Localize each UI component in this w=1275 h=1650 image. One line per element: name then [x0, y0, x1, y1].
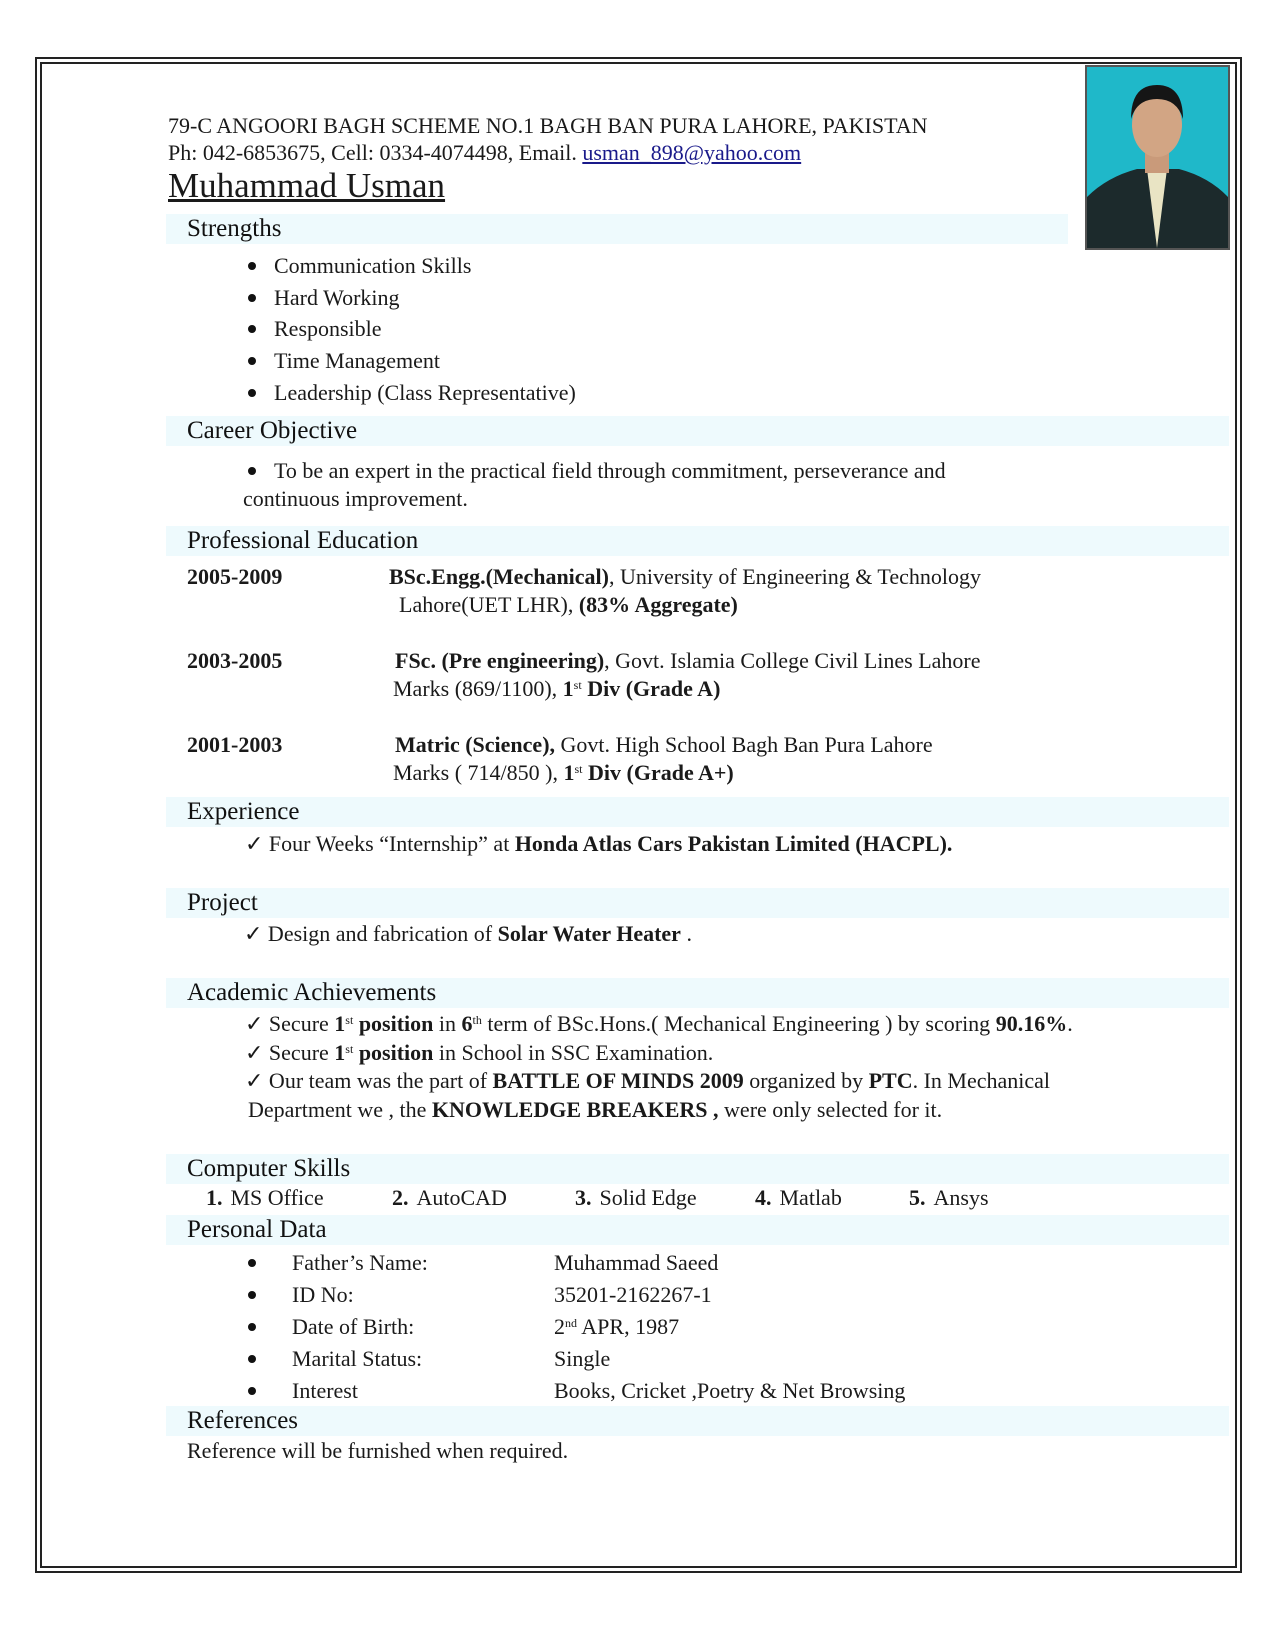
- bold-text: PTC: [868, 1068, 913, 1093]
- bold-text: Solar Water Heater: [497, 921, 681, 946]
- strength-item: Responsible: [274, 316, 382, 342]
- education-details: [393, 675, 720, 703]
- text-segment: Muhammad Saeed: [554, 1250, 719, 1275]
- text-segment: were only selected for it.: [718, 1097, 943, 1122]
- text-segment: ✓ Our team was the part of: [245, 1068, 493, 1093]
- text-segment: st: [345, 1042, 354, 1056]
- references-text: Reference will be furnished when required.: [187, 1438, 569, 1463]
- skill-number: 3.: [575, 1185, 592, 1210]
- section-header-education: Professional Education: [166, 526, 1229, 556]
- personal-label: ID No:: [292, 1282, 354, 1307]
- bold-text: position: [353, 1011, 434, 1036]
- bullet-icon: [248, 389, 256, 397]
- bold-text: 1: [562, 676, 574, 701]
- text-segment: Marks (869/1100),: [393, 676, 563, 701]
- bold-text: BSc.Engg.(Mechanical): [389, 564, 609, 589]
- personal-label: Father’s Name:: [292, 1250, 428, 1275]
- education-details: [399, 591, 738, 619]
- text-segment: Books, Cricket ,Poetry & Net Browsing: [554, 1378, 906, 1403]
- text-segment: ✓ Secure: [245, 1011, 335, 1036]
- candidate-name: Muhammad Usman: [168, 166, 446, 205]
- text-segment: Lahore(UET LHR),: [399, 592, 579, 617]
- experience-item: [245, 830, 952, 858]
- achievement-item-continued: [248, 1096, 942, 1124]
- section-header-personal-data: Personal Data: [166, 1215, 1229, 1245]
- text-segment: Single: [554, 1346, 611, 1371]
- achievement-item: [245, 1067, 1050, 1095]
- section-header-academic-achievements: Academic Achievements: [166, 978, 1229, 1008]
- strength-item: Hard Working: [274, 284, 400, 310]
- text-segment: Marks ( 714/850 ),: [393, 760, 564, 785]
- education-years: 2003-2005: [187, 648, 283, 673]
- skill-number: 2.: [392, 1185, 409, 1210]
- education-degree: [395, 731, 933, 759]
- text-segment: .: [680, 921, 692, 946]
- bullet-icon: [248, 1323, 256, 1331]
- skill-label: Solid Edge: [599, 1185, 697, 1210]
- education-years: 2005-2009: [187, 564, 283, 589]
- text-segment: st: [573, 678, 582, 692]
- bullet-icon: [248, 1387, 256, 1395]
- skill-item: [909, 1184, 989, 1212]
- text-segment: th: [472, 1013, 482, 1027]
- personal-label: Interest: [292, 1378, 358, 1403]
- objective-line-1: To be an expert in the practical field through commitment, perseverance and: [274, 458, 946, 483]
- bold-text: (83% Aggregate): [578, 592, 738, 617]
- section-header-strengths: Strengths: [166, 214, 1068, 244]
- bold-text: KNOWLEDGE BREAKERS ,: [431, 1097, 719, 1122]
- text-segment: ✓ Secure: [245, 1040, 335, 1065]
- bullet-icon: [248, 294, 256, 302]
- portrait-image: [1087, 67, 1228, 248]
- address: 79-C ANGOORI BAGH SCHEME NO.1 BAGH BAN PURA LAHORE, PAKISTAN: [168, 113, 928, 138]
- text-segment: in: [433, 1011, 462, 1036]
- contact-line: [168, 139, 801, 167]
- education-details: [393, 759, 734, 787]
- text-segment: in School in SSC Examination.: [433, 1040, 714, 1065]
- bold-text: 1: [563, 760, 575, 785]
- section-header-experience: Experience: [166, 797, 1229, 827]
- bold-text: Matric (Science),: [395, 732, 556, 757]
- text-segment: APR, 1987: [577, 1314, 680, 1339]
- bold-text: 6: [461, 1011, 473, 1036]
- section-header-computer-skills: Computer Skills: [166, 1154, 1229, 1184]
- profile-photo: [1085, 65, 1230, 250]
- text-segment: , Govt. Islamia College Civil Lines Lahore: [604, 648, 981, 673]
- bold-text: Honda Atlas Cars Pakistan Limited (HACPL).: [514, 831, 953, 856]
- personal-value: [554, 1313, 679, 1341]
- bold-text: BATTLE OF MINDS 2009: [492, 1068, 744, 1093]
- section-header-references: References: [166, 1406, 1229, 1436]
- skill-label: AutoCAD: [416, 1185, 507, 1210]
- text-segment: 35201-2162267-1: [554, 1282, 712, 1307]
- text-segment: Govt. High School Bagh Ban Pura Lahore: [555, 732, 933, 757]
- text-segment: ✓ Four Weeks “Internship” at: [245, 831, 515, 856]
- achievement-item: [245, 1039, 713, 1067]
- bold-text: Div (Grade A+): [582, 760, 734, 785]
- bullet-icon: [248, 1355, 256, 1363]
- personal-label: Marital Status:: [292, 1346, 423, 1371]
- text-segment: term of BSc.Hons.( Mechanical Engineering ) by scoring: [481, 1011, 996, 1036]
- email-link[interactable]: usman_898@yahoo.com: [582, 140, 802, 165]
- bullet-icon: [248, 467, 256, 475]
- strength-item: Communication Skills: [274, 253, 472, 278]
- section-header-project: Project: [166, 888, 1229, 918]
- text-segment: , University of Engineering & Technology: [609, 564, 981, 589]
- text-segment: organized by: [743, 1068, 869, 1093]
- text-segment: st: [574, 762, 583, 776]
- project-item: [244, 920, 692, 948]
- bold-text: 1: [334, 1040, 346, 1065]
- bullet-icon: [248, 262, 256, 270]
- bold-text: 1: [334, 1011, 346, 1036]
- personal-label: Date of Birth:: [292, 1314, 415, 1339]
- strength-item: Time Management: [274, 348, 440, 374]
- text-segment: 2: [554, 1314, 565, 1339]
- text-segment: nd: [565, 1316, 577, 1330]
- text-segment: .: [1067, 1011, 1073, 1036]
- bold-text: Div (Grade A): [581, 676, 721, 701]
- skill-number: 1.: [206, 1185, 223, 1210]
- personal-value: [554, 1249, 718, 1277]
- skill-label: Ansys: [933, 1185, 989, 1210]
- skill-number: 5.: [909, 1185, 926, 1210]
- personal-value: [554, 1345, 610, 1373]
- bold-text: 90.16%: [995, 1011, 1068, 1036]
- section-header-career-objective: Career Objective: [166, 416, 1229, 446]
- bullet-icon: [248, 1291, 256, 1299]
- skill-item: [755, 1184, 842, 1212]
- education-years: 2001-2003: [187, 732, 283, 757]
- skill-label: MS Office: [230, 1185, 324, 1210]
- objective-line-2: continuous improvement.: [243, 486, 468, 511]
- strength-item: Leadership (Class Representative): [274, 379, 576, 405]
- personal-value: [554, 1281, 712, 1309]
- skill-item: [575, 1184, 697, 1212]
- skill-item: [392, 1184, 507, 1212]
- skill-label: Matlab: [779, 1185, 842, 1210]
- text-segment: ✓ Design and fabrication of: [244, 921, 498, 946]
- personal-value: [554, 1377, 905, 1405]
- education-degree: [395, 647, 981, 675]
- text-segment: st: [345, 1013, 354, 1027]
- skill-number: 4.: [755, 1185, 772, 1210]
- education-degree: [389, 563, 981, 591]
- contact-numbers: Ph: 042-6853675, Cell: 0334-4074498, Email.: [168, 140, 583, 165]
- skill-item: [206, 1184, 324, 1212]
- bullet-icon: [248, 1259, 256, 1267]
- achievement-item: [245, 1010, 1073, 1038]
- bold-text: position: [353, 1040, 434, 1065]
- bold-text: FSc. (Pre engineering): [395, 648, 605, 673]
- text-segment: . In Mechanical: [912, 1068, 1051, 1093]
- text-segment: Department we , the: [248, 1097, 432, 1122]
